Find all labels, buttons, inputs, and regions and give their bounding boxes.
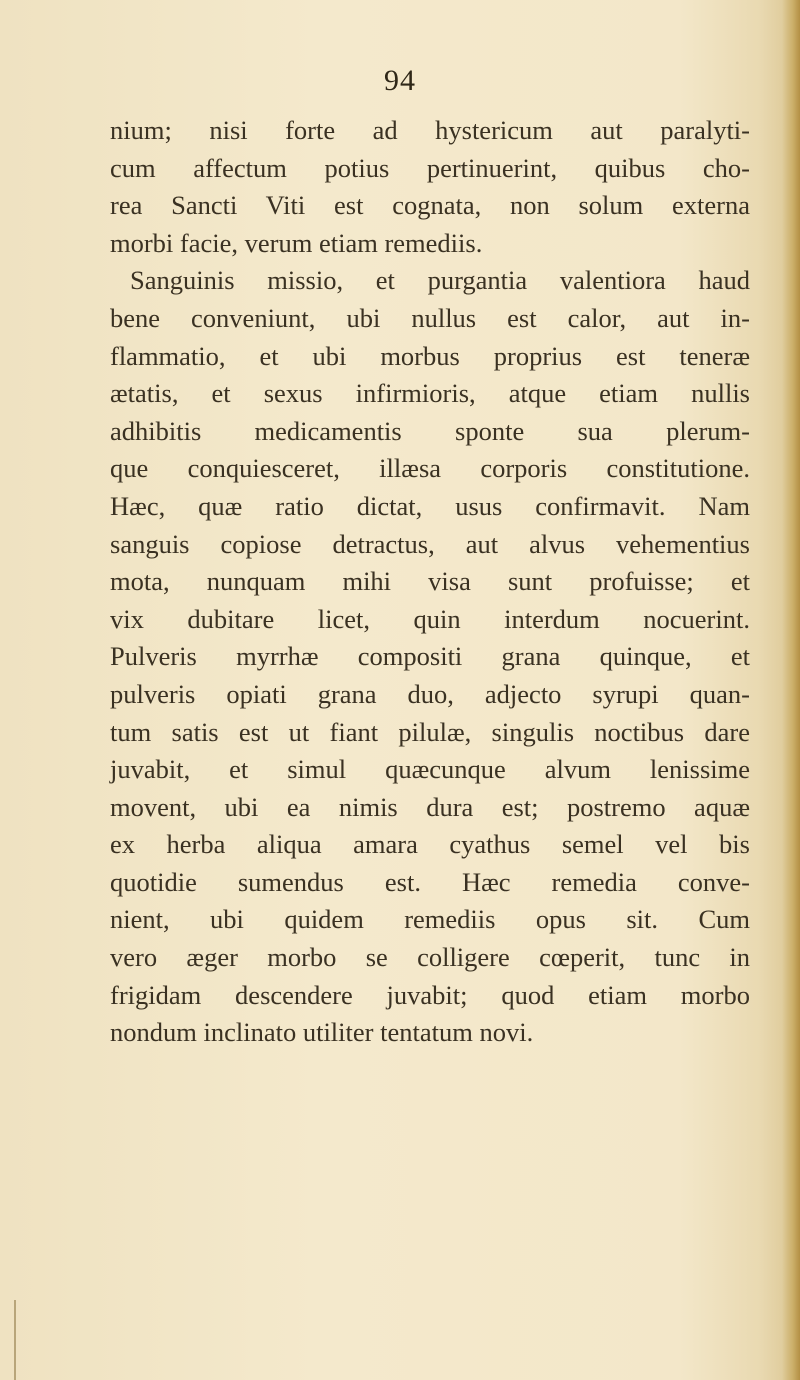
- text-line: Sanguinis missio, et purgantia valentiora haud: [130, 265, 750, 296]
- text-line: que conquiesceret, illæsa corporis constitutione.: [110, 453, 750, 484]
- text-line: Pulveris myrrhæ compositi grana quinque, et: [110, 641, 750, 672]
- body-text: [110, 112, 750, 1052]
- text-line: sanguis copiose detractus, aut alvus vehementius: [110, 528, 750, 559]
- text-line: tum satis est ut fiant pilulæ, singulis noctibus dare: [110, 716, 750, 747]
- text-line: movent, ubi ea nimis dura est; postremo aquæ: [110, 791, 750, 822]
- text-line: nondum inclinato utiliter tentatum novi.: [110, 1017, 534, 1048]
- page-number: 94: [384, 64, 416, 97]
- text-line: mota, nunquam mihi visa sunt profuisse; et: [110, 566, 750, 597]
- text-line: juvabit, et simul quæcunque alvum lenissime: [110, 754, 750, 785]
- text-line: adhibitis medicamentis sponte sua plerum-: [110, 415, 750, 446]
- text-line: quotidie sumendus est. Hæc remedia conve-: [110, 866, 750, 897]
- text-line: Hæc, quæ ratio dictat, usus confirmavit. Nam: [110, 490, 750, 521]
- text-line: ætatis, et sexus infirmioris, atque etiam nullis: [110, 378, 750, 409]
- text-line: nient, ubi quidem remediis opus sit. Cum: [110, 904, 750, 935]
- text-line: cum affectum potius pertinuerint, quibus cho-: [110, 152, 750, 183]
- text-line: rea Sancti Viti est cognata, non solum externa: [110, 190, 750, 221]
- text-line: bene conveniunt, ubi nullus est calor, aut in-: [110, 302, 750, 333]
- text-line: vix dubitare licet, quin interdum nocuerint.: [110, 603, 750, 634]
- text-line: ex herba aliqua amara cyathus semel vel bis: [110, 829, 750, 860]
- text-line: morbi facie, verum etiam remediis.: [110, 227, 483, 258]
- text-line: nium; nisi forte ad hystericum aut paralyti-: [110, 115, 750, 145]
- text-line: flammatio, et ubi morbus proprius est teneræ: [110, 340, 750, 371]
- text-line: pulveris opiati grana duo, adjecto syrupi quan-: [110, 678, 750, 709]
- text-line: vero æger morbo se colligere cœperit, tunc in: [110, 942, 750, 973]
- text-line: frigidam descendere juvabit; quod etiam morbo: [110, 979, 750, 1010]
- page-edge-shadow: [782, 0, 800, 1380]
- margin-mark: [14, 1300, 16, 1380]
